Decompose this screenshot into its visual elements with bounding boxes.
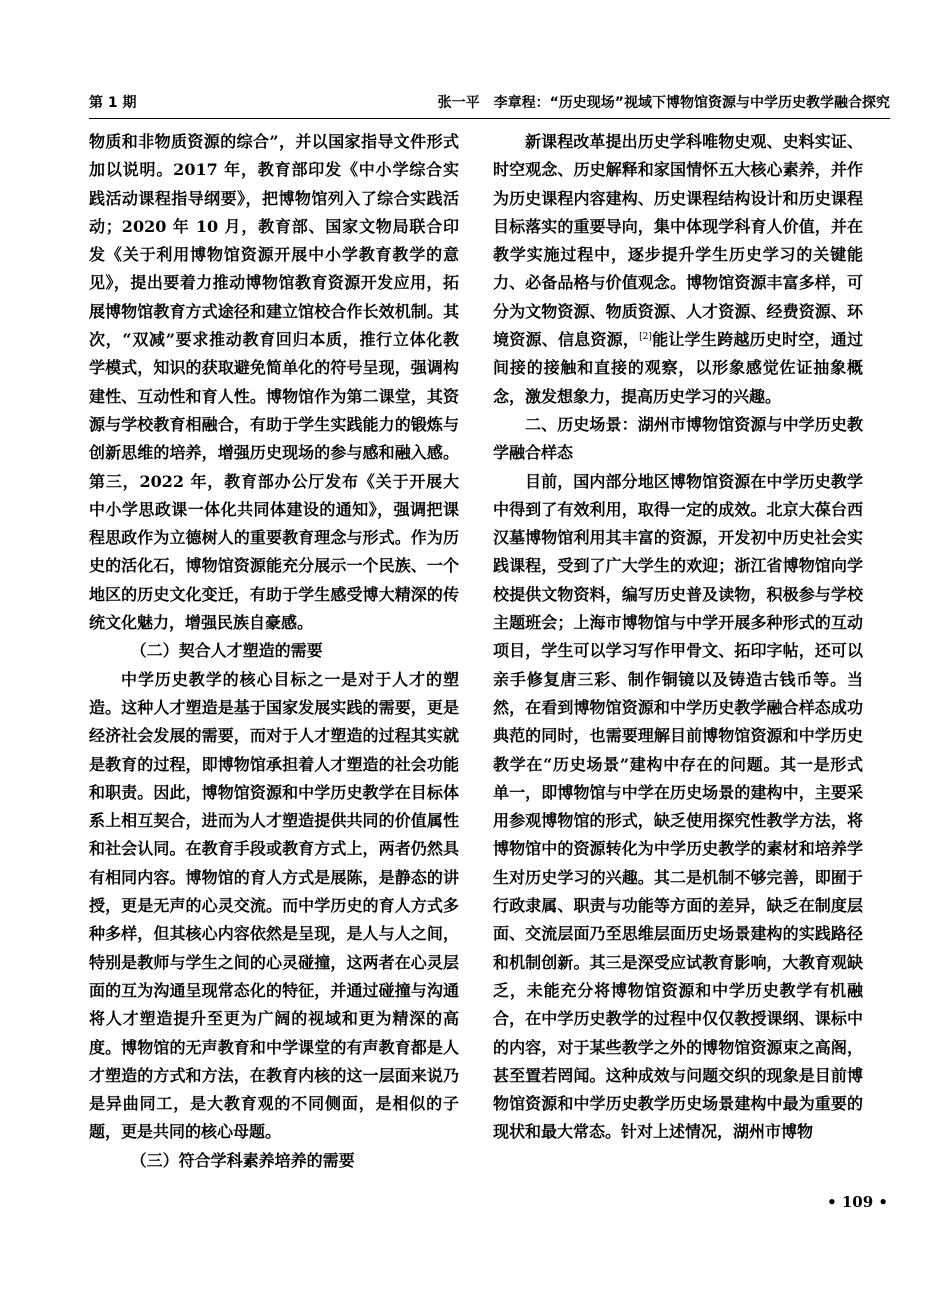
subsection-heading: （三）符合学科素养培养的需要 bbox=[130, 1150, 355, 1170]
running-header bbox=[89, 92, 890, 118]
paragraph-text: 新课程改革提出历史学科唯物史观、史料实证、时空观念、历史解释和家国情怀五大核心素养，并作为历史课程内容建构、历史课程结构设计和历史课程目标落实的重要导向，集中体现学科育人价值，并在教学实施过程中，逐步提升学生历史学习的关键能力、必备品格与价值观念。博物馆资源丰富多样，可分为文物资源、物质资源、人才资源、经费资源、环境资源、信息资源， bbox=[493, 132, 863, 350]
left-column bbox=[89, 128, 459, 1175]
subsection-heading: （二）契合人才塑造的需要 bbox=[130, 641, 323, 661]
right-column bbox=[493, 128, 863, 1147]
body-paragraph: 目前，国内部分地区博物馆资源在中学历史教学中得到了有效利用，取得一定的成效。北京大葆台西汉墓博物馆利用其丰富的资源，开发初中历史社会实践课程，受到了广大学生的欢迎；浙江省博物馆向学校提供文物资料，编写历史普及读物，积极参与学校主题班会；上海市博物馆与中学开展多种形式的互动项目，学生可以学习写作甲骨文、拓印字帖，还可以亲手修复唐三彩、制作铜镜以及铸造古钱币等。当然，在看到博物馆资源和中学历史教学融合样态成功典范的同时，也需要理解目前博物馆资源和中学历史教学在“历史场景”建构中存在的问题。其一是形式单一，即博物馆与中学在历史场景的建构中，主要采用参观博物馆的形式，缺乏使用探究性教学方法，将博物馆中的资源转化为中学历史教学的素材和培养学生对历史学习的兴趣。其二是机制不够完善，即囿于行政隶属、职责与功能等方面的差异，缺乏在制度层面、交流层面乃至思维层面历史场景建构的实践路径和机制创新。其三是深受应试教育影响，大教育观缺乏，未能充分将博物馆资源和中学历史教学有机融合，在中学历史教学的过程中仅仅教授课纲、课标中的内容，对于某些教学之外的博物馆资源束之高阁，甚至置若罔闻。这种成效与问题交织的现象是目前博物馆资源和中学历史教学历史场景建构中最为重要的现状和最大常态。针对上述情况，湖州市博物 bbox=[493, 471, 863, 1142]
header-rule bbox=[89, 118, 890, 119]
footnote-reference: [2] bbox=[639, 332, 652, 343]
section-heading: 二、历史场景：湖州市博物馆资源与中学历史教学融合样态 bbox=[493, 414, 863, 463]
paragraph-text: 能让学生跨越历史时空，通过间接的接触和直接的观察，以形象感觉佐证抽象概念，激发想象力，提高历史学习的兴趣。 bbox=[493, 330, 863, 406]
issue-number: 第 1 期 bbox=[89, 95, 137, 111]
page-number: • 109 • bbox=[827, 1193, 888, 1211]
body-paragraph: 物质和非物质资源的综合”，并以国家指导文件形式加以说明。2017 年，教育部印发《中小学综合实践活动课程指导纲要》，把博物馆列入了综合实践活动；2020 年 10 月，教育部、国家文物局联合印发《关于利用博物馆资源开展中小学教育教学的意见》，提出要着力推动博物馆教育资源开发应用，拓展博物馆教育方式途径和建立馆校合作长效机制。其次，“双减”要求推动教育回归本质，推行立体化教学模式，知识的获取避免简单化的符号呈现，强调构建性、互动性和育人性。博物馆作为第二课堂，其资源与学校教育相融合，有助于学生实践能力的锻炼与创新思维的培养，增强历史现场的参与感和融入感。第三，2022 年，教育部办公厅发布《关于开展大中小学思政课一体化共同体建设的通知》，强调把课程思政作为立德树人的重要教育理念与形式。作为历史的活化石，博物馆资源能充分展示一个民族、一个地区的历史文化变迁，有助于学生感受博大精深的传统文化魅力，增强民族自豪感。 bbox=[89, 132, 459, 633]
body-paragraph bbox=[493, 128, 863, 411]
body-paragraph: 中学历史教学的核心目标之一是对于人才的塑造。这种人才塑造是基于国家发展实践的需要，更是经济社会发展的需要，而对于人才塑造的过程其实就是教育的过程，即博物馆承担着人才塑造的社会功能和职责。因此，博物馆资源和中学历史教学在目标体系上相互契合，进而为人才塑造提供共同的价值属性和社会认同。在教育手段或教育方式上，两者仍然具有相同内容。博物馆的育人方式是展陈，是静态的讲授，更是无声的心灵交流。而中学历史的育人方式多种多样，但其核心内容依然是呈现，是人与人之间，特别是教师与学生之间的心灵碰撞，这两者在心灵层面的互为沟通呈现常态化的特征，并通过碰撞与沟通将人才塑造提升至更为广阔的视域和更为精深的高度。博物馆的无声教育和中学课堂的有声教育都是人才塑造的方式和方法，在教育内核的这一层面来说乃是异曲同工，是大教育观的不同侧面，是相似的子题，更是共同的核心母题。 bbox=[89, 669, 459, 1142]
running-title: 张一平 李章程：“历史现场”视域下博物馆资源与中学历史教学融合探究 bbox=[437, 95, 890, 111]
